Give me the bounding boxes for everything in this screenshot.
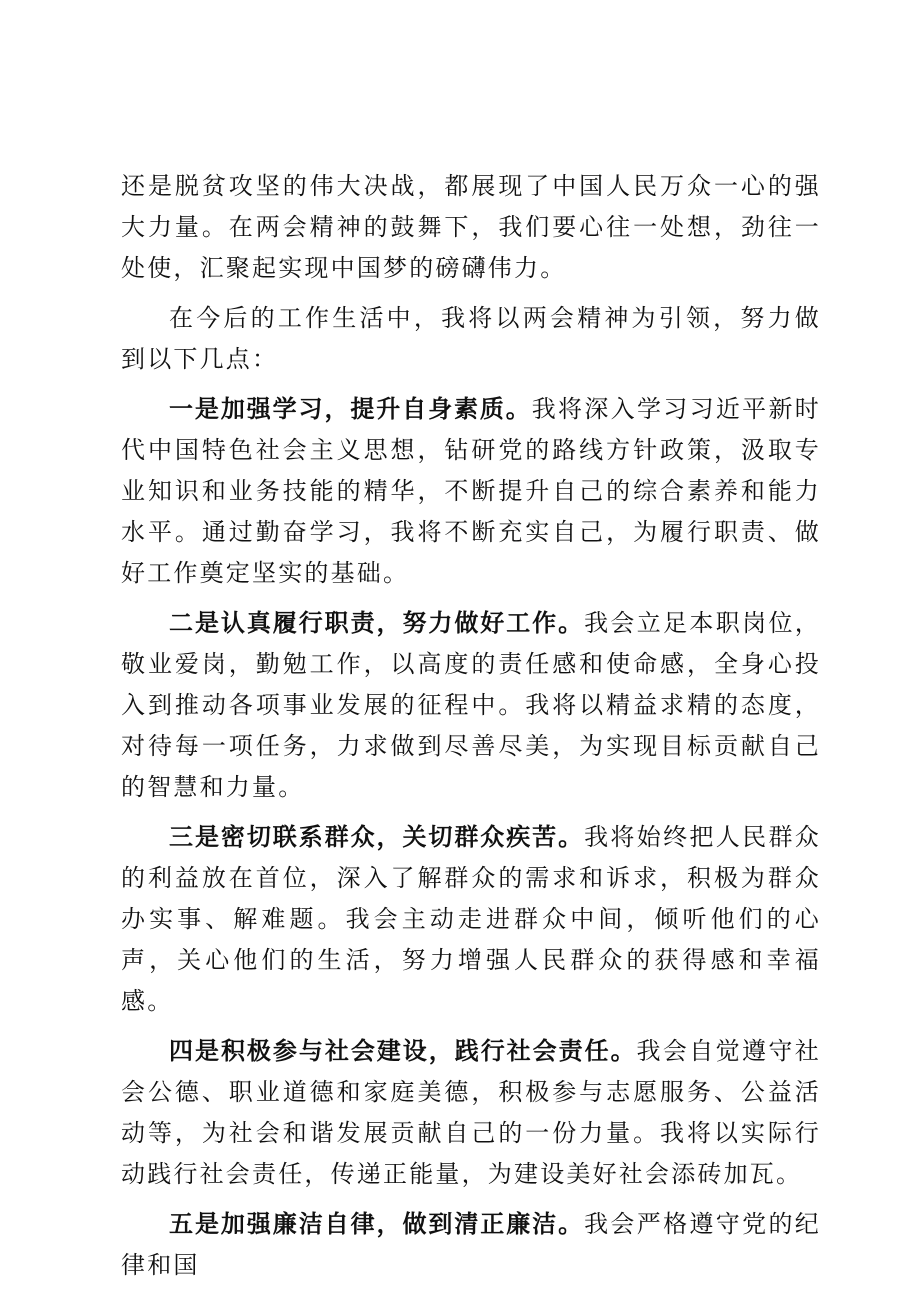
paragraph-text: 我会立足本职岗位，敬业爱岗，勤勉工作，以高度的责任感和使命感，全身心投入到推动各项事业发展的征程中。我将以精益求精的态度，对待每一项任务，力求做到尽善尽美，为实现目标贡献自己的智慧和力量。 xyxy=(121,609,821,801)
paragraph-text: 还是脱贫攻坚的伟大决战，都展现了中国人民万众一心的强大力量。在两会精神的鼓舞下，我们要心往一处想，劲往一处使，汇聚起实现中国梦的磅礴伟力。 xyxy=(121,172,821,282)
point-heading: 三是密切联系群众，关切群众疾苦。 xyxy=(169,823,585,851)
paragraph-text: 在今后的工作生活中，我将以两会精神为引领，努力做到以下几点： xyxy=(121,304,821,373)
paragraph-point-4 xyxy=(121,1031,821,1195)
paragraph-point-5 xyxy=(121,1204,821,1286)
point-heading: 四是积极参与社会建设，践行社会责任。 xyxy=(169,1037,637,1065)
paragraph-point-2 xyxy=(121,603,821,808)
paragraph-text: 我会自觉遵守社会公德、职业道德和家庭美德，积极参与志愿服务、公益活动等，为社会和谐发展贡献自己的一份力量。我将以实际行动践行社会责任，传递正能量，为建设美好社会添砖加瓦。 xyxy=(121,1037,821,1188)
paragraph-point-1 xyxy=(121,389,821,594)
point-heading: 二是认真履行职责，努力做好工作。 xyxy=(169,609,585,637)
paragraph-text: 我将始终把人民群众的利益放在首位，深入了解群众的需求和诉求，积极为群众办实事、解难题。我会主动走进群众中间，倾听他们的心声，关心他们的生活，努力增强人民群众的获得感和幸福感。 xyxy=(121,823,821,1015)
paragraph-text: 我会严格遵守党的纪律和国 xyxy=(121,1210,821,1279)
paragraph-point-3 xyxy=(121,817,821,1022)
point-heading: 一是加强学习，提升自身素质。 xyxy=(169,395,532,423)
document-body xyxy=(121,166,821,1295)
paragraph-text: 我将深入学习习近平新时代中国特色社会主义思想，钻研党的路线方针政策，汲取专业知识和业务技能的精华，不断提升自己的综合素养和能力水平。通过勤奋学习，我将不断充实自己，为履行职责、做好工作奠定坚实的基础。 xyxy=(121,395,821,587)
paragraph-intro xyxy=(121,298,821,380)
point-heading: 五是加强廉洁自律，做到清正廉洁。 xyxy=(169,1210,585,1238)
paragraph-continuation xyxy=(121,166,821,289)
